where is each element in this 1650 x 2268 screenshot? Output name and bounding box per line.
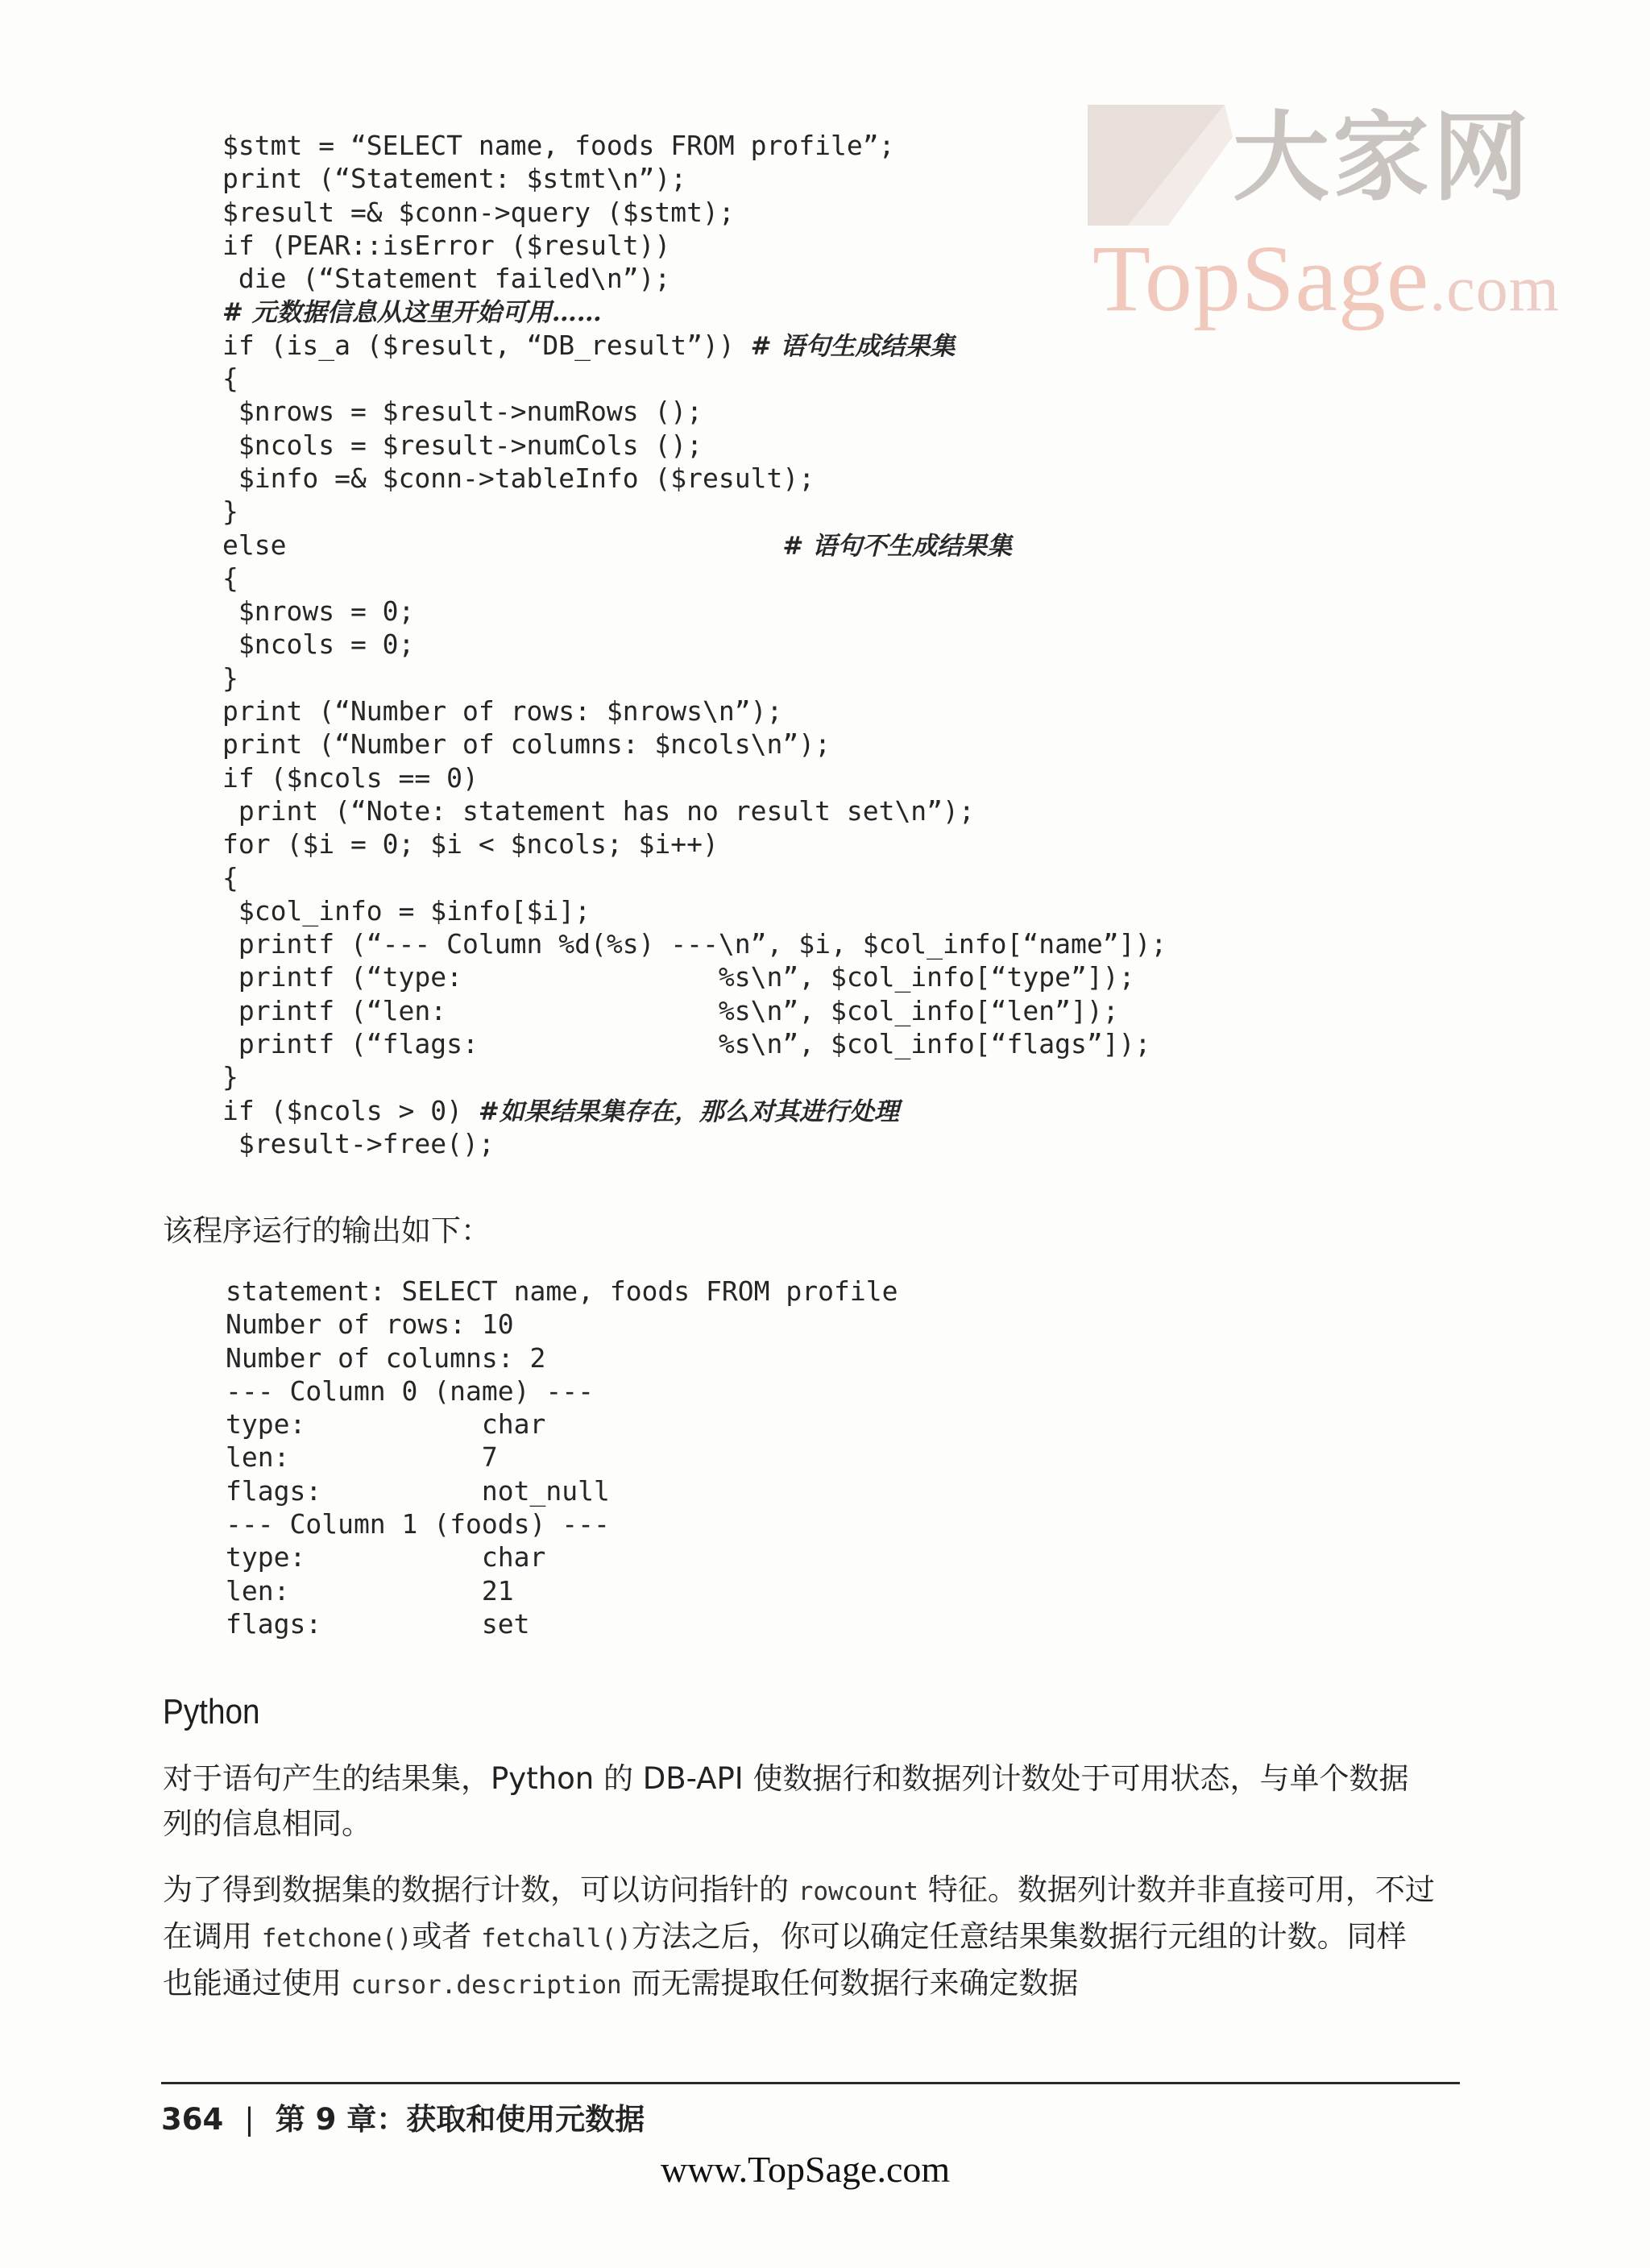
code-text: } bbox=[222, 1061, 238, 1093]
code-line bbox=[222, 861, 1167, 894]
code-text: else bbox=[222, 529, 783, 561]
code-text: if (is_a ($result, “DB_result”)) bbox=[222, 329, 751, 361]
code-comment: # 元数据信息从这里开始可用…… bbox=[222, 298, 602, 328]
code-text: print (“Statement: $stmt\n”); bbox=[222, 163, 687, 195]
php-code-listing bbox=[222, 129, 1167, 1160]
footer-rule bbox=[161, 2082, 1460, 2084]
code-line bbox=[222, 1060, 1167, 1093]
output-line: len: 7 bbox=[226, 1441, 498, 1474]
code-line bbox=[222, 162, 1167, 195]
page-number: 364 bbox=[161, 2102, 224, 2137]
code-text: $info =& $conn->tableInfo ($result); bbox=[222, 462, 815, 494]
code-text: { bbox=[222, 562, 238, 594]
code-line bbox=[222, 562, 1167, 595]
code-text: printf (“--- Column %d(%s) ---\n”, $i, $col_info[“name”]); bbox=[222, 928, 1167, 960]
code-text: $stmt = “SELECT name, foods FROM profile”; bbox=[222, 130, 895, 161]
code-line bbox=[222, 395, 1167, 428]
output-line: flags: not_null bbox=[226, 1474, 610, 1507]
code-text: } bbox=[222, 495, 238, 528]
paragraph-python-intro: 对于语句产生的结果集，Python 的 DB-API 使数据行和数据列计数处于可用状态，与单个数据列的信息相同。 bbox=[163, 1761, 1409, 1841]
code-text: if ($ncols == 0) bbox=[222, 761, 479, 794]
code-line bbox=[222, 295, 1167, 328]
code-line bbox=[222, 429, 1167, 462]
footer-separator: | bbox=[244, 2102, 255, 2137]
paragraph-text: 为了得到数据集的数据行计数，可以访问指针的 bbox=[163, 1872, 798, 1907]
code-line bbox=[222, 994, 1167, 1027]
code-text: } bbox=[222, 661, 238, 694]
output-line: --- Column 0 (name) --- bbox=[226, 1374, 594, 1407]
code-text: if (PEAR::isError ($result)) bbox=[222, 229, 671, 261]
code-line bbox=[222, 1027, 1167, 1060]
paragraph-text: 特征。数据列计数并非直接可用，不过在调用 bbox=[163, 1872, 1435, 1954]
output-line: Number of columns: 2 bbox=[226, 1341, 546, 1374]
chapter-title: 第 9 章：获取和使用元数据 bbox=[275, 2102, 645, 2137]
code-line bbox=[222, 827, 1167, 860]
output-line: --- Column 1 (foods) --- bbox=[226, 1508, 610, 1540]
code-line bbox=[222, 362, 1167, 395]
code-line bbox=[222, 1094, 1167, 1127]
code-line bbox=[222, 229, 1167, 262]
inline-code-fetchone: fetchone() bbox=[261, 1924, 412, 1953]
program-output-listing bbox=[226, 1275, 898, 1640]
code-text: for ($i = 0; $i < $ncols; $i++) bbox=[222, 828, 719, 860]
code-comment: # 语句生成结果集 bbox=[750, 331, 956, 361]
code-text: printf (“flags: %s\n”, $col_info[“flags”]); bbox=[222, 1028, 1151, 1060]
output-intro-text: 该程序运行的输出如下： bbox=[163, 1213, 491, 1248]
code-line bbox=[222, 894, 1167, 927]
code-comment: # 语句不生成结果集 bbox=[782, 531, 1013, 561]
paragraph-text: 或者 bbox=[412, 1919, 482, 1954]
inline-code-cursor-description: cursor.description bbox=[350, 1971, 622, 2000]
code-text: print (“Number of rows: $nrows\n”); bbox=[222, 695, 783, 728]
code-text: $col_info = $info[$i]; bbox=[222, 894, 591, 927]
output-line: type: char bbox=[226, 1541, 546, 1574]
paragraph-text: 而无需提取任何数据行来确定数据 bbox=[621, 1966, 1079, 2001]
output-line: flags: set bbox=[226, 1607, 530, 1640]
code-line bbox=[222, 495, 1167, 528]
code-line bbox=[222, 1127, 1167, 1160]
output-line: type: char bbox=[226, 1408, 546, 1441]
code-text: { bbox=[222, 363, 238, 395]
code-line bbox=[222, 329, 1167, 362]
section-heading-python: Python bbox=[163, 1692, 260, 1731]
code-text: $ncols = $result->numCols (); bbox=[222, 429, 703, 461]
site-url: www.TopSage.com bbox=[661, 2149, 951, 2190]
code-text: print (“Number of columns: $ncols\n”); bbox=[222, 728, 831, 761]
code-line bbox=[222, 262, 1167, 295]
code-text: $nrows = $result->numRows (); bbox=[222, 396, 703, 428]
code-line bbox=[222, 595, 1167, 628]
code-line bbox=[222, 529, 1167, 562]
code-text: $ncols = 0; bbox=[222, 628, 415, 661]
code-comment: #如果结果集存在，那么对其进行处理 bbox=[478, 1097, 899, 1126]
code-text: if ($ncols > 0) bbox=[222, 1094, 479, 1126]
inline-code-rowcount: rowcount bbox=[798, 1877, 919, 1906]
code-line bbox=[222, 462, 1167, 495]
code-line bbox=[222, 694, 1167, 728]
code-line bbox=[222, 661, 1167, 694]
paragraph-text: 方法之后，你可以确定任意结果集数据行元组的计数。同样也能通过使用 bbox=[163, 1919, 1407, 2001]
code-line bbox=[222, 794, 1167, 827]
watermark-chinese-text: 大家网 bbox=[1233, 101, 1532, 214]
code-text: printf (“type: %s\n”, $col_info[“type”]); bbox=[222, 961, 1135, 993]
code-line bbox=[222, 728, 1167, 761]
page-footer bbox=[161, 2095, 645, 2138]
code-text: $nrows = 0; bbox=[222, 595, 415, 628]
code-line bbox=[222, 628, 1167, 661]
code-text: $result =& $conn->query ($stmt); bbox=[222, 196, 735, 228]
code-line bbox=[222, 129, 1167, 162]
code-line bbox=[222, 927, 1167, 960]
code-text: print (“Note: statement has no result set\n”); bbox=[222, 794, 975, 827]
code-text: $result->free(); bbox=[222, 1127, 495, 1159]
code-line bbox=[222, 960, 1167, 993]
code-text: printf (“len: %s\n”, $col_info[“len”]); bbox=[222, 994, 1119, 1026]
inline-code-fetchall: fetchall() bbox=[481, 1924, 632, 1953]
watermark-suffix: .com bbox=[1429, 254, 1560, 325]
output-line: Number of rows: 10 bbox=[226, 1308, 514, 1341]
output-line: len: 21 bbox=[226, 1574, 514, 1607]
code-text: die (“Statement failed\n”); bbox=[222, 263, 671, 295]
code-line bbox=[222, 196, 1167, 229]
paragraph-rowcount bbox=[163, 1868, 1436, 2008]
code-text: { bbox=[222, 861, 238, 894]
watermark-brand: TopSage bbox=[1092, 226, 1430, 331]
code-line bbox=[222, 761, 1167, 794]
output-line: statement: SELECT name, foods FROM profile bbox=[226, 1275, 898, 1307]
